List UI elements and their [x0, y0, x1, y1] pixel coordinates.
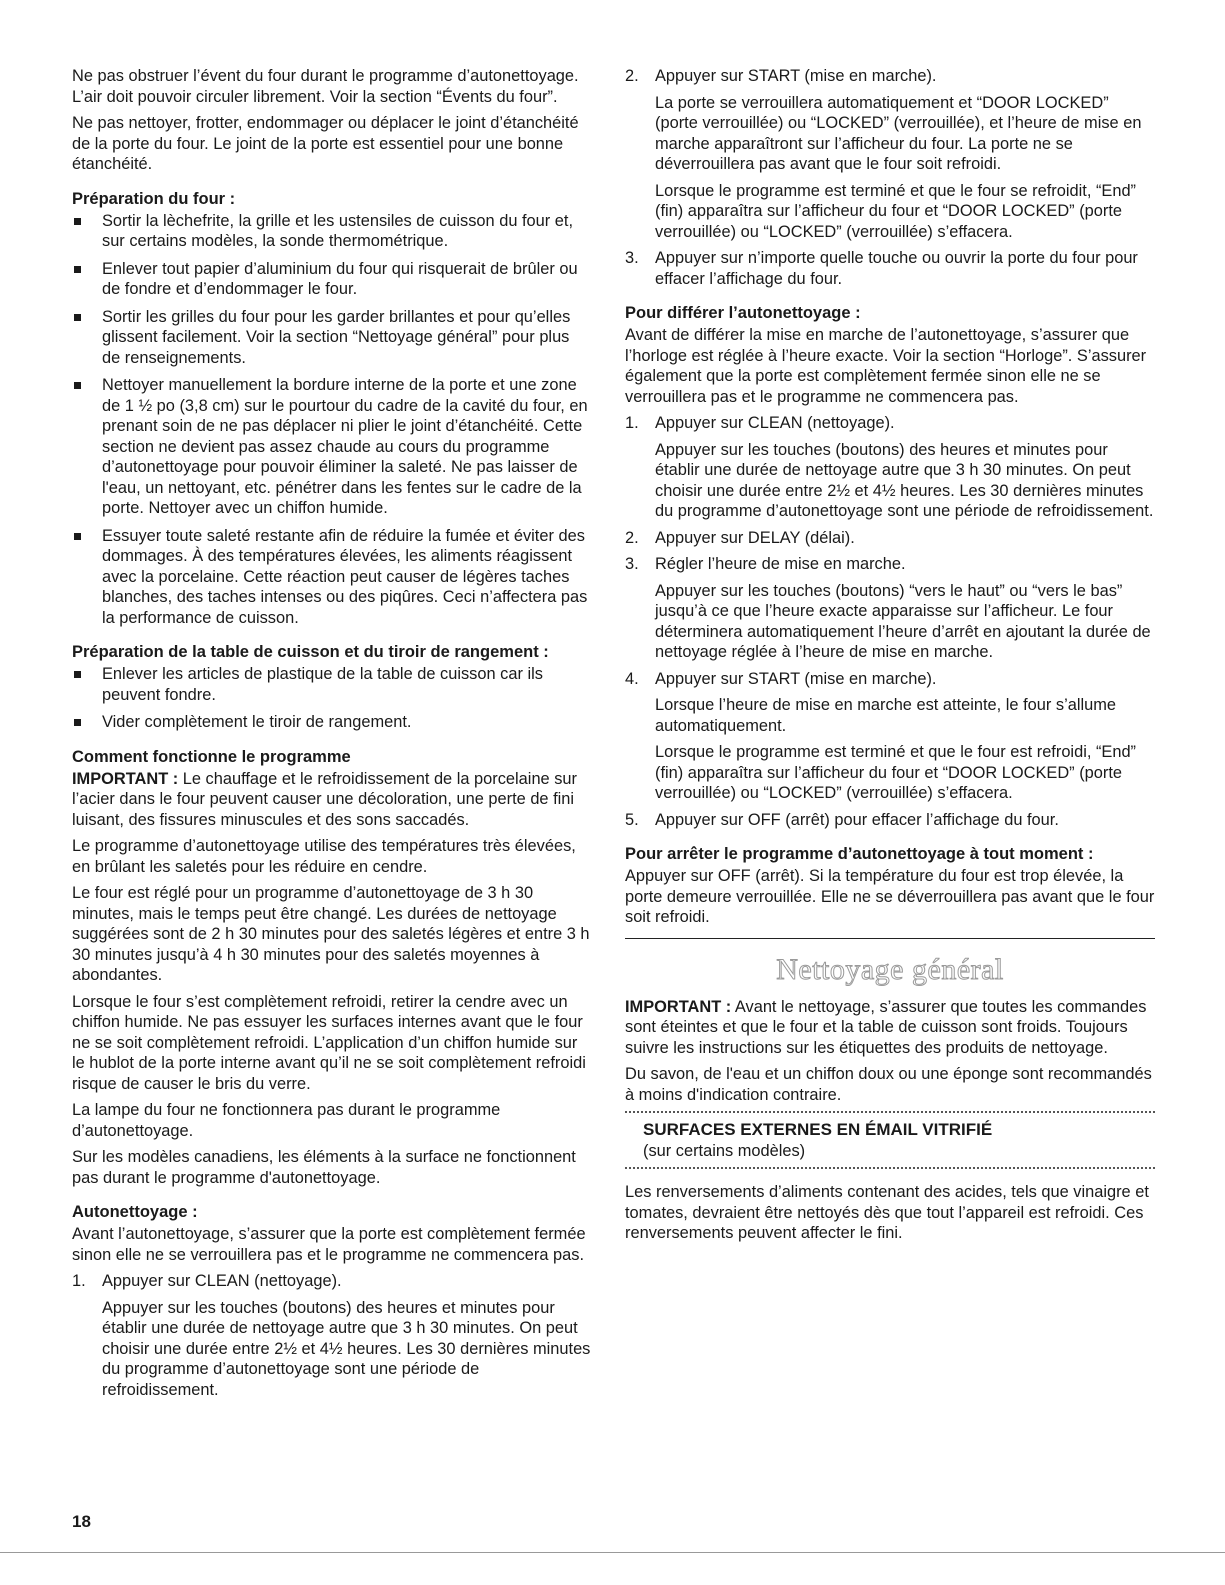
step-item: 3. Régler l’heure de mise en marche.	[625, 555, 906, 573]
step-item: 1. Appuyer sur CLEAN (nettoyage).	[72, 1272, 342, 1290]
bullet-square-icon	[74, 719, 81, 726]
step-item: 5. Appuyer sur OFF (arrêt) pour effacer l’affichage du four.	[625, 810, 1059, 829]
important-label: IMPORTANT :	[72, 769, 179, 788]
bullet-list	[72, 664, 592, 733]
step-number: 5.	[625, 810, 639, 829]
step-item: 4. Appuyer sur START (mise en marche).	[625, 669, 937, 688]
paragraph: Avant l’autonettoyage, s’assurer que la porte est complètement fermée sinon elle ne se verrouillera pas et le programme ne commencera pas.	[72, 1225, 586, 1264]
left-column	[72, 66, 592, 1406]
list-item: Enlever les articles de plastique de la table de cuisson car ils peuvent fondre.	[72, 664, 592, 705]
step-number: 2.	[625, 528, 639, 547]
bullet-square-icon	[74, 218, 81, 225]
section-title: Nettoyage général	[776, 952, 1004, 986]
bullet-square-icon	[74, 266, 81, 273]
step-number: 4.	[625, 669, 639, 688]
step-number: 3.	[625, 555, 639, 573]
subsection-heading: SURFACES EXTERNES EN ÉMAIL VITRIFIÉ	[643, 1120, 993, 1139]
page-number: 18	[72, 1512, 91, 1531]
step-detail: Lorsque le programme est terminé et que le four est refroidi, “End” (fin) apparaîtra sur l’afficheur du four et “DOOR LOCKED” (porte verrouillée) ou “LOCKED” (verrouillée) s’effacera.	[655, 743, 1137, 802]
list-item: Enlever tout papier d’aluminium du four qui risquerait de brûler ou de fondre et d’endommager le four.	[72, 259, 592, 300]
step-detail: Lorsque le programme est terminé et que le four se refroidit, “End” (fin) apparaîtra sur l’afficheur du four et “DOOR LOCKED” (porte verrouillée) ou “LOCKED” (verrouillée) s’effacera.	[655, 181, 1137, 241]
paragraph: Ne pas obstruer l’évent du four durant le programme d’autonettoyage. L’air doit pouvoir circuler librement. Voir la section “Évents du four”.	[72, 67, 579, 106]
heading-autonettoyage: Autonettoyage :	[72, 1203, 198, 1221]
right-column	[625, 66, 1155, 1250]
list-item: Essuyer toute saleté restante afin de réduire la fumée et éviter des dommages. À des températures élevées, les aliments réagissent avec la porcelaine. Cette réaction peut causer de légères taches blanches, des taches intenses ou des piqûres. Ceci n’affectera pas la performance de cuisson.	[72, 526, 592, 629]
heading-preparation-table: Préparation de la table de cuisson et du tiroir de rangement :	[72, 643, 549, 661]
step-detail: La porte se verrouillera automatiquement et “DOOR LOCKED” (porte verrouillée) ou “LOCKED” (verrouillée), et l’heure de mise en marche apparaîtront sur l’afficheur du four. La porte ne se déverrouillera pas avant que le four soit refroidi.	[655, 93, 1142, 173]
list-item: Vider complètement le tiroir de rangement.	[72, 712, 592, 733]
step-detail: Appuyer sur les touches (boutons) “vers le haut” ou “vers le bas” jusqu’à ce que l’heure exacte apparaisse sur l’afficheur. Le four déterminera automatiquement l’heure d’arrêt en ajoutant la durée de nettoyage réglée à l’heure de mise en marche.	[655, 581, 1151, 661]
step-detail: Appuyer sur les touches (boutons) des heures et minutes pour établir une durée de nettoyage autre que 3 h 30 minutes. On peut choisir une durée entre 2½ et 4½ heures. Les 30 dernières minutes du programme d’autonettoyage sont une période de refroidissement.	[655, 440, 1154, 520]
heading-preparation-four: Préparation du four :	[72, 189, 236, 208]
paragraph: Lorsque le four s’est complètement refroidi, retirer la cendre avec un chiffon humide. Ne pas essuyer les surfaces internes avant que le four ne se soit complètement refroidi. L’application d’un chiffon humide sur le hublot de la porte interne avant qu’il ne se soit complètement refroidi risque de causer le bris du verre.	[72, 992, 586, 1093]
step-number: 1.	[625, 414, 639, 432]
heading-differer: Pour différer l’autonettoyage :	[625, 304, 861, 322]
bullet-square-icon	[74, 314, 81, 321]
step-detail: Lorsque l’heure de mise en marche est atteinte, le four s’allume automatiquement.	[655, 696, 1117, 735]
subsection-note: (sur certains modèles)	[643, 1141, 806, 1160]
paragraph: Appuyer sur OFF (arrêt). Si la température du four est trop élevée, la porte demeure verrouillée. Elle ne se déverrouillera pas avant que le four soit refroidi.	[625, 867, 1155, 926]
important-label: IMPORTANT :	[625, 997, 732, 1016]
step-detail: Appuyer sur les touches (boutons) des heures et minutes pour établir une durée de nettoyage autre que 3 h 30 minutes. On peut choisir une durée entre 2½ et 4½ heures. Les 30 dernières minutes du programme d’autonettoyage sont une période de refroidissement.	[102, 1298, 591, 1399]
step-item: 1. Appuyer sur CLEAN (nettoyage).	[625, 414, 895, 432]
section-divider	[625, 938, 1155, 939]
paragraph: Le programme d’autonettoyage utilise des températures très élevées, en brûlant les saletés pour les réduire en cendre.	[72, 837, 576, 876]
step-number: 2.	[625, 67, 639, 85]
paragraph: Le four est réglé pour un programme d’autonettoyage de 3 h 30 minutes, mais le temps peut être changé. Les durées de nettoyage suggérées sont de 2 h 30 minutes pour des saletés légères et entre 3 h 30 minutes jusqu’à 4 h 30 minutes pour des saletés moyennes à abondantes.	[72, 884, 590, 984]
step-number: 1.	[72, 1272, 86, 1290]
heading-comment-fonctionne: Comment fonctionne le programme	[72, 747, 351, 766]
paragraph: Avant de différer la mise en marche de l’autonettoyage, s’assurer que l’horloge est réglée à l’heure exacte. Voir la section “Horloge”. S’assurer également que la porte est complètement fermée sinon elle ne se verrouillera pas et le programme ne commencera pas.	[625, 326, 1147, 406]
bullet-square-icon	[74, 671, 81, 678]
list-item: Sortir la lèchefrite, la grille et les ustensiles de cuisson du four et, sur certains modèles, la sonde thermométrique.	[72, 211, 592, 252]
heading-arreter: Pour arrêter le programme d’autonettoyage à tout moment :	[625, 845, 1094, 863]
bullet-square-icon	[74, 382, 81, 389]
bullet-square-icon	[74, 533, 81, 540]
important-paragraph: IMPORTANT : Avant le nettoyage, s’assurer que toutes les commandes sont éteintes et que le four et la table de cuisson sont froids. Toujours suivre les instructions sur les étiquettes des produits de nettoyage.	[625, 997, 1147, 1057]
step-number: 3.	[625, 249, 639, 267]
paragraph: Les renversements d’aliments contenant des acides, tels que vinaigre et tomates, devraient être nettoyés dès que tout l’appareil est refroidi. Ces renversements peuvent affecter le fini.	[625, 1183, 1149, 1242]
list-item: Nettoyer manuellement la bordure interne de la porte et une zone de 1 ½ po (3,8 cm) sur le pourtour du cadre de la cavité du four, en prenant soin de ne pas déplacer ni plier le joint d’étanchéité. Cette section ne devient pas assez chaude au cours du programme d’autonettoyage pour pouvoir éliminer la saleté. Ne pas laisser de l'eau, un nettoyant, etc. pénétrer dans les fentes sur le cadre de la porte. Nettoyer avec un chiffon humide.	[72, 375, 592, 519]
list-item: Sortir les grilles du four pour les garder brillantes et pour qu’elles glissent facilement. Voir la section “Nettoyage général” pour plus de renseignements.	[72, 307, 592, 369]
dotted-divider	[625, 1167, 1155, 1172]
page-bottom-rule	[0, 1552, 1225, 1553]
important-paragraph: IMPORTANT : Le chauffage et le refroidissement de la porcelaine sur l’acier dans le four peuvent causer une décoloration, une perte de fini luisant, des fissures minuscules et des sons saccadés.	[72, 769, 577, 829]
paragraph: La lampe du four ne fonctionnera pas durant le programme d’autonettoyage.	[72, 1101, 501, 1140]
step-item: 2. Appuyer sur START (mise en marche).	[625, 67, 937, 85]
dotted-divider	[625, 1111, 1155, 1116]
step-item: 2. Appuyer sur DELAY (délai).	[625, 528, 855, 547]
step-item: 3. Appuyer sur n’importe quelle touche ou ouvrir la porte du four pour effacer l’affichage du four.	[625, 249, 1138, 288]
bullet-list	[72, 211, 592, 629]
paragraph: Ne pas nettoyer, frotter, endommager ou déplacer le joint d’étanchéité de la porte du four. Le joint de la porte est essentiel pour une bonne étanchéité.	[72, 114, 579, 173]
paragraph: Du savon, de l'eau et un chiffon doux ou une éponge sont recommandés à moins d'indication contraire.	[625, 1065, 1152, 1104]
paragraph: Sur les modèles canadiens, les éléments à la surface ne fonctionnent pas durant le programme d'autonettoyage.	[72, 1148, 576, 1187]
